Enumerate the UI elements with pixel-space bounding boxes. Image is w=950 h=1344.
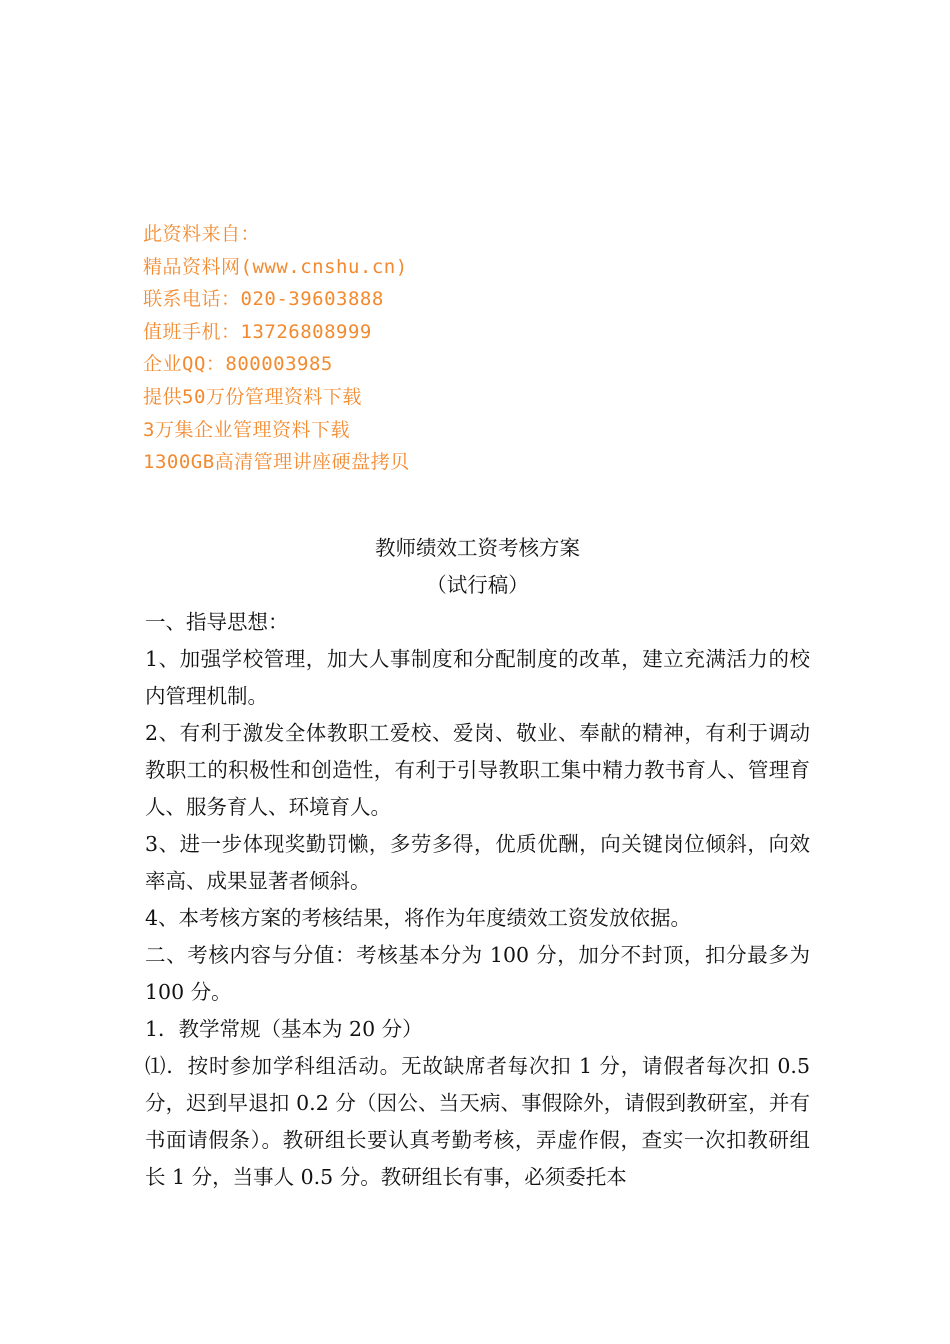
paragraph: 4、本考核方案的考核结果，将作为年度绩效工资发放依据。 <box>145 906 692 930</box>
company-qq-line: 企业QQ：800003985 <box>143 353 333 376</box>
section-heading: 一、指导思想： <box>145 610 289 634</box>
paragraph: ⑴．按时参加学科组活动。无故缺席者每次扣 1 分，请假者每次扣 0.5 分，迟到早退扣 0.2 分（因公、当天病、事假除外，请假到教研室，并有书面请假条）。教研组长要认真考勤考核，弄虚作假，查实一次扣教研组长 1 分，当事人 0.5 分。教研组长有事，必须委托本 <box>145 1054 810 1189</box>
paragraph: 2、有利于激发全体教职工爱校、爱岗、敬业、奉献的精神，有利于调动教职工的积极性和创造性，有利于引导教职工集中精力教书育人、管理育人、服务育人、环境育人。 <box>145 721 810 819</box>
promo-line: 3万集企业管理资料下载 <box>143 418 350 441</box>
source-info-block <box>143 218 763 479</box>
source-info-line: 此资料来自： <box>143 223 261 245</box>
promo-line: 1300GB高清管理讲座硬盘拷贝 <box>143 451 410 474</box>
paragraph: 3、进一步体现奖勤罚懒，多劳多得，优质优酬，向关键岗位倾斜，向效率高、成果显著者倾斜。 <box>145 832 810 893</box>
duty-mobile-line: 值班手机：13726808999 <box>143 320 372 343</box>
document-subtitle: （试行稿） <box>426 573 529 597</box>
source-website-line: 精品资料网(www.cnshu.cn) <box>143 255 408 278</box>
contact-phone-line: 联系电话：020-39603888 <box>143 288 384 311</box>
promo-line: 提供50万份管理资料下载 <box>143 385 362 408</box>
section-heading: 二、考核内容与分值：考核基本分为 100 分，加分不封顶，扣分最多为 100 分。 <box>145 943 810 1004</box>
document-title: 教师绩效工资考核方案 <box>375 536 580 560</box>
subsection-heading: 1．教学常规（基本为 20 分） <box>145 1017 423 1041</box>
paragraph: 1、加强学校管理，加大人事制度和分配制度的改革，建立充满活力的校内管理机制。 <box>145 647 810 708</box>
document-body <box>145 530 810 1196</box>
